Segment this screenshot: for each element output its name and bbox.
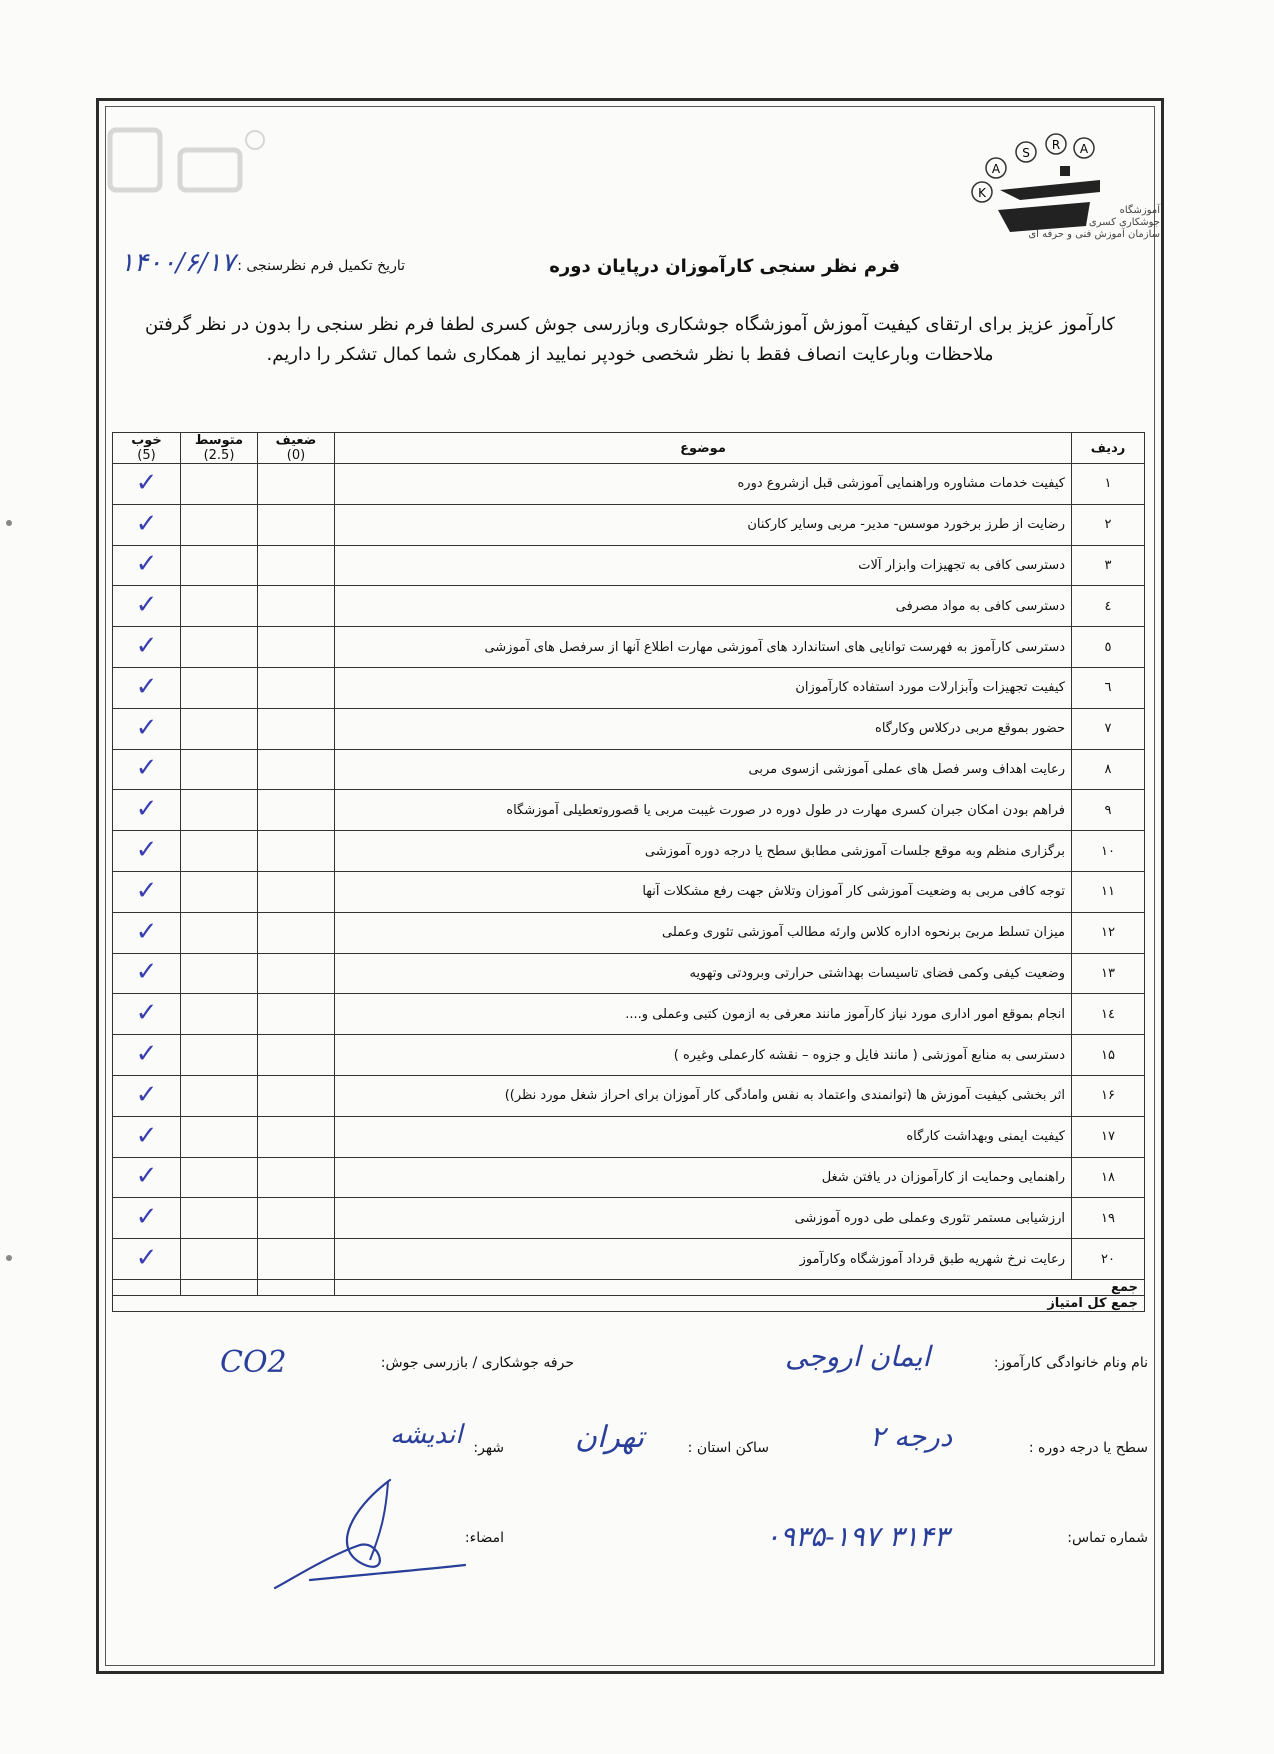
table-row bbox=[113, 504, 1145, 545]
row-weak-cell[interactable] bbox=[258, 667, 335, 708]
table-row bbox=[113, 1035, 1145, 1076]
row-good-cell[interactable] bbox=[113, 1239, 181, 1280]
row-number: ۱۵ bbox=[1072, 1035, 1145, 1076]
sum-weak[interactable] bbox=[258, 1280, 335, 1296]
row-average-cell[interactable] bbox=[181, 504, 258, 545]
date-label: تاریخ تکمیل فرم نظرسنجی : bbox=[237, 258, 405, 274]
row-topic: راهنمایی وحمایت از کارآموزان در یافتن شغل bbox=[335, 1157, 1072, 1198]
row-good-cell[interactable] bbox=[113, 790, 181, 831]
check-mark-icon: ✓ bbox=[135, 508, 158, 539]
row-average-cell[interactable] bbox=[181, 627, 258, 668]
signature-label: امضاء: bbox=[464, 1530, 504, 1546]
row-topic: کیفیت خدمات مشاوره وراهنمایی آموزشی قبل ازشروع دوره bbox=[335, 464, 1072, 505]
row-good-cell[interactable] bbox=[113, 912, 181, 953]
row-topic: انجام بموقع امور اداری مورد نیاز کارآموز مانند معرفی به ازمون کتبی وعملی و.... bbox=[335, 994, 1072, 1035]
row-number: ۹ bbox=[1072, 790, 1145, 831]
total-row bbox=[113, 1296, 1145, 1312]
svg-text:K: K bbox=[978, 186, 986, 200]
phone-label: شماره تماس: bbox=[1067, 1530, 1148, 1546]
row-good-cell[interactable] bbox=[113, 1075, 181, 1116]
table-row bbox=[113, 627, 1145, 668]
check-mark-icon: ✓ bbox=[135, 1202, 158, 1233]
row-average-cell[interactable] bbox=[181, 749, 258, 790]
check-mark-icon: ✓ bbox=[135, 1120, 158, 1151]
table-row bbox=[113, 1116, 1145, 1157]
trade-label: حرفه جوشکاری / بازرسی جوش: bbox=[380, 1355, 574, 1371]
row-topic: رضایت از طرز برخورد موسس- مدیر- مربی وسایر کارکنان bbox=[335, 504, 1072, 545]
signature-icon[interactable] bbox=[270, 1470, 470, 1600]
row-weak-cell[interactable] bbox=[258, 1157, 335, 1198]
row-number: ۱۹ bbox=[1072, 1198, 1145, 1239]
row-average-cell[interactable] bbox=[181, 831, 258, 872]
row-number: ۱۷ bbox=[1072, 1116, 1145, 1157]
row-good-cell[interactable] bbox=[113, 831, 181, 872]
row-average-cell[interactable] bbox=[181, 1157, 258, 1198]
row-topic: رعایت اهداف وسر فصل های عملی آموزشی ازسوی مربی bbox=[335, 749, 1072, 790]
row-topic: کیفیت تجهیزات وآبزارلات مورد استفاده کارآموزان bbox=[335, 667, 1072, 708]
check-mark-icon: ✓ bbox=[135, 712, 158, 743]
check-mark-icon: ✓ bbox=[135, 1079, 158, 1110]
check-mark-icon: ✓ bbox=[135, 1243, 158, 1274]
check-mark-icon: ✓ bbox=[135, 957, 158, 988]
check-mark-icon: ✓ bbox=[135, 998, 158, 1029]
row-good-cell[interactable] bbox=[113, 871, 181, 912]
sum-label: جمع bbox=[335, 1280, 1145, 1296]
table-row bbox=[113, 831, 1145, 872]
row-average-cell[interactable] bbox=[181, 1075, 258, 1116]
row-good-cell[interactable] bbox=[113, 504, 181, 545]
row-weak-cell[interactable] bbox=[258, 708, 335, 749]
level-label: سطح یا درجه دوره : bbox=[1028, 1440, 1148, 1456]
row-average-cell[interactable] bbox=[181, 912, 258, 953]
check-mark-icon: ✓ bbox=[135, 549, 158, 580]
row-number: ۱ bbox=[1072, 464, 1145, 505]
row-good-cell[interactable] bbox=[113, 1116, 181, 1157]
row-weak-cell[interactable] bbox=[258, 994, 335, 1035]
row-topic: توجه کافی مربی به وضعیت آموزشی کار آموزان وتلاش جهت رفع مشکلات آنها bbox=[335, 871, 1072, 912]
sum-row bbox=[113, 1280, 1145, 1296]
row-average-cell[interactable] bbox=[181, 953, 258, 994]
table-row bbox=[113, 1075, 1145, 1116]
row-average-cell[interactable] bbox=[181, 1198, 258, 1239]
row-average-cell[interactable] bbox=[181, 545, 258, 586]
row-weak-cell[interactable] bbox=[258, 1239, 335, 1280]
table-row bbox=[113, 912, 1145, 953]
row-good-cell[interactable] bbox=[113, 708, 181, 749]
row-average-cell[interactable] bbox=[181, 708, 258, 749]
evaluation-table bbox=[112, 432, 1145, 1312]
table-header-row bbox=[113, 433, 1145, 464]
col-header-good: خوب (5) bbox=[113, 433, 181, 464]
col-header-average: متوسط (2.5) bbox=[181, 433, 258, 464]
row-average-cell[interactable] bbox=[181, 871, 258, 912]
row-good-cell[interactable] bbox=[113, 627, 181, 668]
row-number: ۷ bbox=[1072, 708, 1145, 749]
check-mark-icon: ✓ bbox=[135, 916, 158, 947]
svg-text:S: S bbox=[1022, 146, 1030, 160]
row-topic: حضور بموقع مربی درکلاس وکارگاه bbox=[335, 708, 1072, 749]
row-topic: میزان تسلط مربیَ برنحوه اداره کلاس وارئه مطالب آموزشی تئوری وعملی bbox=[335, 912, 1072, 953]
row-weak-cell[interactable] bbox=[258, 1035, 335, 1076]
table-row bbox=[113, 667, 1145, 708]
row-number: ۱٤ bbox=[1072, 994, 1145, 1035]
total-label: جمع کل امتیاز bbox=[113, 1296, 1145, 1312]
row-good-cell[interactable] bbox=[113, 953, 181, 994]
row-good-cell[interactable] bbox=[113, 1157, 181, 1198]
city-value[interactable]: اندیشه bbox=[390, 1420, 463, 1450]
table-row bbox=[113, 708, 1145, 749]
row-number: ۲۰ bbox=[1072, 1239, 1145, 1280]
row-number: ۸ bbox=[1072, 749, 1145, 790]
name-value[interactable]: ایمان اروجی bbox=[785, 1340, 931, 1373]
check-mark-icon: ✓ bbox=[135, 753, 158, 784]
logo-caption: آموزشگاه جوشکاری کسری سازمان آموزش فنی و حرفه ای bbox=[1028, 205, 1160, 240]
sum-average[interactable] bbox=[181, 1280, 258, 1296]
row-topic: ارزشیابی مستمر تئوری وعملی طی دوره آموزشی bbox=[335, 1198, 1072, 1239]
check-mark-icon: ✓ bbox=[135, 835, 158, 866]
row-number: ٤ bbox=[1072, 586, 1145, 627]
svg-text:A: A bbox=[1079, 142, 1089, 156]
row-topic: وضعیت کیفی وکمی فضای تاسیسات بهداشتی حرارتی وبرودتی وتهویه bbox=[335, 953, 1072, 994]
row-weak-cell[interactable] bbox=[258, 1075, 335, 1116]
row-topic: فراهم بودن امکان جبران کسری مهارت در طول دوره در صورت غیبت مربی یا قصوروتعطیلی آموزشگاه bbox=[335, 790, 1072, 831]
row-number: ۱۸ bbox=[1072, 1157, 1145, 1198]
row-topic: دسترسی به منابع آموزشی ( مانند فایل و جزوه – نقشه کارعملی وغیره ) bbox=[335, 1035, 1072, 1076]
row-average-cell[interactable] bbox=[181, 1035, 258, 1076]
row-weak-cell[interactable] bbox=[258, 545, 335, 586]
table-row bbox=[113, 545, 1145, 586]
table-row bbox=[113, 464, 1145, 505]
check-mark-icon: ✓ bbox=[135, 631, 158, 662]
svg-text:A: A bbox=[991, 162, 1001, 176]
check-mark-icon: ✓ bbox=[135, 794, 158, 825]
row-weak-cell[interactable] bbox=[258, 1116, 335, 1157]
intro-paragraph: کارآموز عزیز برای ارتقای کیفیت آموزش آموزشگاه جوشکاری وبازرسی جوش کسری لطفا فرم نظر سنجی را بدون در نظر گرفتن ملاحظات وبارعایت انصاف فقط با نظر شخصی خودپر نمایید از همکاری شما کمال تشکر را داریم. bbox=[144, 314, 1115, 365]
row-topic: اثر بخشی کیفیت آموزش ها (توانمندی واعتماد به نفس وامادگی کار آموزان برای احراز شغل مورد نظر)) bbox=[335, 1075, 1072, 1116]
row-good-cell[interactable] bbox=[113, 1198, 181, 1239]
row-number: ٥ bbox=[1072, 627, 1145, 668]
row-good-cell[interactable] bbox=[113, 667, 181, 708]
row-good-cell[interactable] bbox=[113, 545, 181, 586]
name-label: نام ونام خانوادگی کارآموز: bbox=[993, 1355, 1148, 1371]
row-weak-cell[interactable] bbox=[258, 586, 335, 627]
row-weak-cell[interactable] bbox=[258, 749, 335, 790]
table-row bbox=[113, 1239, 1145, 1280]
row-number: ۱۲ bbox=[1072, 912, 1145, 953]
table-row bbox=[113, 1157, 1145, 1198]
row-weak-cell[interactable] bbox=[258, 912, 335, 953]
row-average-cell[interactable] bbox=[181, 586, 258, 627]
table-row bbox=[113, 994, 1145, 1035]
row-average-cell[interactable] bbox=[181, 464, 258, 505]
row-weak-cell[interactable] bbox=[258, 790, 335, 831]
date-value[interactable]: ۱۴۰۰/۶/۱۷ bbox=[120, 248, 236, 278]
row-number: ٦ bbox=[1072, 667, 1145, 708]
row-topic: دسترسی کافی به تجهیزات وابزار آلات bbox=[335, 545, 1072, 586]
row-number: ۳ bbox=[1072, 545, 1145, 586]
row-weak-cell[interactable] bbox=[258, 953, 335, 994]
row-good-cell[interactable] bbox=[113, 1035, 181, 1076]
phone-value[interactable]: ۰۹۳۵-۱۹۷ ۳۱۴۳ bbox=[765, 1520, 949, 1553]
province-label: ساکن استان : bbox=[687, 1440, 769, 1456]
row-weak-cell[interactable] bbox=[258, 504, 335, 545]
row-topic: رعایت نرخ شهریه طبق قرداد آموزشگاه وکارآموز bbox=[335, 1239, 1072, 1280]
check-mark-icon: ✓ bbox=[135, 671, 158, 702]
svg-text:R: R bbox=[1051, 138, 1061, 152]
table-row bbox=[113, 1198, 1145, 1239]
row-weak-cell[interactable] bbox=[258, 1198, 335, 1239]
col-header-topic: موضوع bbox=[335, 433, 1072, 464]
table-row bbox=[113, 871, 1145, 912]
table-row bbox=[113, 790, 1145, 831]
level-value[interactable]: درجه ۲ bbox=[870, 1420, 953, 1453]
check-mark-icon: ✓ bbox=[135, 1161, 158, 1192]
row-average-cell[interactable] bbox=[181, 1239, 258, 1280]
trade-value[interactable]: CO2 bbox=[220, 1345, 287, 1380]
city-label: شهر: bbox=[473, 1440, 504, 1456]
row-topic: دسترسی کارآموز به فهرست توانایی های استاندارد های آموزشی مهارت اطلاع آنها از سرفصل های آموزشی bbox=[335, 627, 1072, 668]
row-average-cell[interactable] bbox=[181, 994, 258, 1035]
check-mark-icon: ✓ bbox=[135, 875, 158, 906]
row-weak-cell[interactable] bbox=[258, 831, 335, 872]
col-header-index: ردیف bbox=[1072, 433, 1145, 464]
row-good-cell[interactable] bbox=[113, 464, 181, 505]
row-average-cell[interactable] bbox=[181, 790, 258, 831]
sum-good[interactable] bbox=[113, 1280, 181, 1296]
row-number: ۱۶ bbox=[1072, 1075, 1145, 1116]
table-row bbox=[113, 953, 1145, 994]
row-topic: برگزاری منظم وبه موقع جلسات آموزشی مطابق سطح یا درجه دوره آموزشی bbox=[335, 831, 1072, 872]
row-number: ۱۱ bbox=[1072, 871, 1145, 912]
row-topic: دسترسی کافی به مواد مصرفی bbox=[335, 586, 1072, 627]
row-topic: کیفیت ایمنی وبهداشت کارگاه bbox=[335, 1116, 1072, 1157]
table-row bbox=[113, 586, 1145, 627]
row-weak-cell[interactable] bbox=[258, 627, 335, 668]
col-header-weak: ضعیف (0) bbox=[258, 433, 335, 464]
row-weak-cell[interactable] bbox=[258, 871, 335, 912]
row-good-cell[interactable] bbox=[113, 749, 181, 790]
table-row bbox=[113, 749, 1145, 790]
province-value[interactable]: تهران bbox=[575, 1420, 645, 1455]
check-mark-icon: ✓ bbox=[135, 1039, 158, 1070]
row-weak-cell[interactable] bbox=[258, 464, 335, 505]
row-average-cell[interactable] bbox=[181, 667, 258, 708]
row-good-cell[interactable] bbox=[113, 994, 181, 1035]
row-average-cell[interactable] bbox=[181, 1116, 258, 1157]
check-mark-icon: ✓ bbox=[135, 467, 158, 498]
row-number: ۲ bbox=[1072, 504, 1145, 545]
row-good-cell[interactable] bbox=[113, 586, 181, 627]
row-number: ۱۰ bbox=[1072, 831, 1145, 872]
form-title: فرم نظر سنجی کارآموزان درپایان دوره bbox=[549, 256, 900, 277]
check-mark-icon: ✓ bbox=[135, 590, 158, 621]
row-number: ۱۳ bbox=[1072, 953, 1145, 994]
